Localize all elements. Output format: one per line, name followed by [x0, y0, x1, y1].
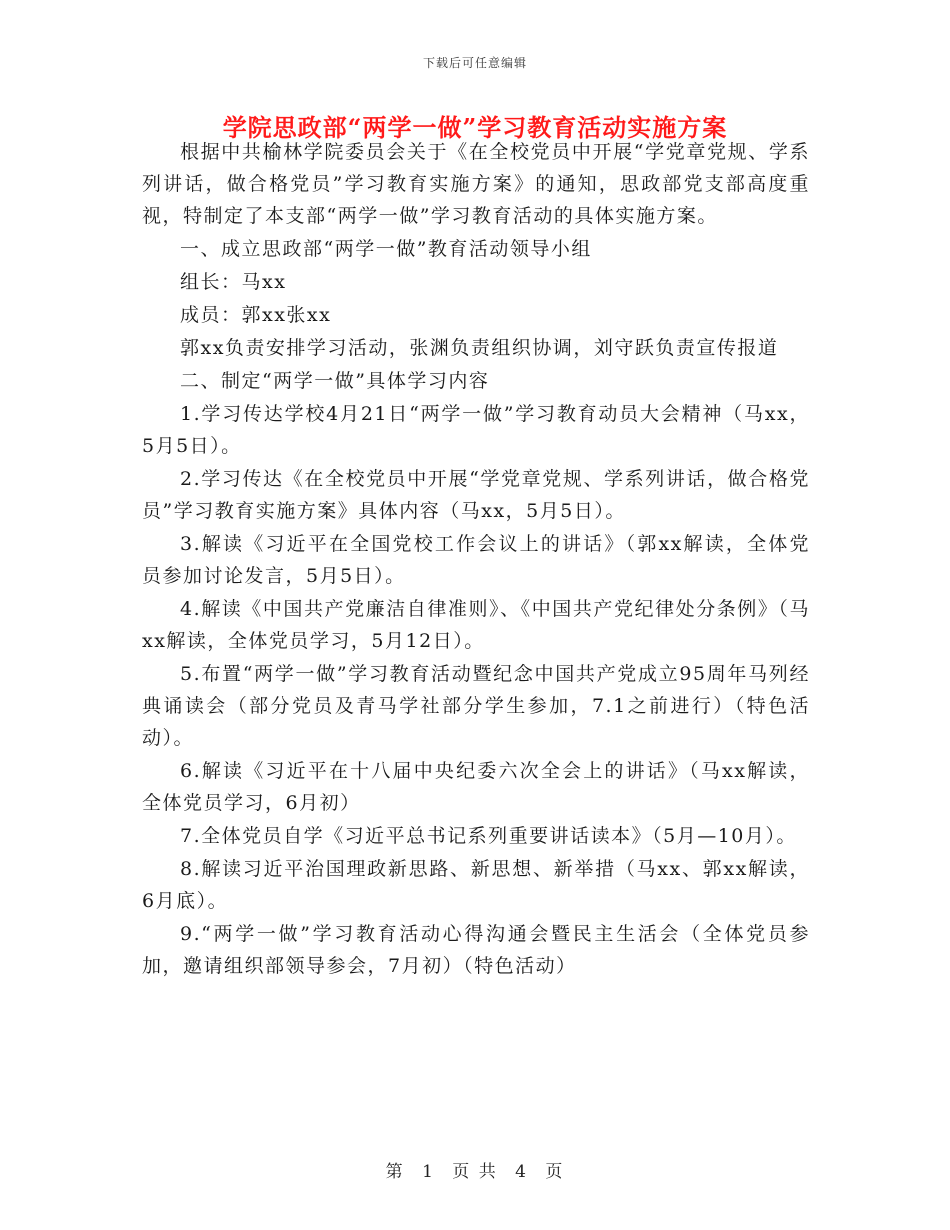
- document-title: 学院思政部“两学一做”学习教育活动实施方案: [222, 113, 728, 142]
- header-note: 下载后可任意编辑: [422, 56, 527, 70]
- document-body: [142, 136, 810, 983]
- list-item-7: 7.全体党员自学《习近平总书记系列重要讲话读本》（5月—10月）。: [180, 825, 797, 847]
- paragraph-members: 成员：郭xx张xx: [180, 304, 332, 326]
- page-footer: [0, 1157, 950, 1182]
- section-heading-2: 二、制定“两学一做”具体学习内容: [180, 370, 490, 392]
- list-item-9: 9.“两学一做”学习教育活动心得沟通会暨民主生活会（全体党员参加，邀请组织部领导参会，7月初）（特色活动）: [142, 923, 810, 977]
- list-item-2: 2.学习传达《在全校党员中开展“学党章党规、学系列讲话，做合格党员”学习教育实施方案》具体内容（马xx，5月5日）。: [142, 468, 810, 522]
- list-item-6: 6.解读《习近平在十八届中央纪委六次全会上的讲话》（马xx解读，全体党员学习，6月初）: [142, 760, 810, 814]
- list-item-4: 4.解读《中国共产党廉洁自律准则》、《中国共产党纪律处分条例》（马xx解读，全体党员学习，5月12日）。: [142, 598, 810, 652]
- section-heading-1: 一、成立思政部“两学一做”教育活动领导小组: [180, 238, 592, 260]
- footer-prefix: 第: [385, 1162, 405, 1182]
- footer-total-pages: 4: [515, 1162, 528, 1182]
- paragraph-duties: 郭xx负责安排学习活动，张渊负责组织协调，刘守跃负责宣传报道: [180, 337, 779, 359]
- list-item-3: 3.解读《习近平在全国党校工作会议上的讲话》（郭xx解读，全体党员参加讨论发言，5月5日）。: [142, 533, 810, 587]
- footer-suffix: 页: [545, 1162, 565, 1182]
- list-item-8: 8.解读习近平治国理政新思路、新思想、新举措（马xx、郭xx解读，6月底）。: [142, 858, 810, 912]
- paragraph-leader: 组长：马xx: [180, 271, 287, 293]
- paragraph-intro: 根据中共榆林学院委员会关于《在全校党员中开展“学党章党规、学系列讲话，做合格党员”学习教育实施方案》的通知，思政部党支部高度重视，特制定了本支部“两学一做”学习教育活动的具体实施方案。: [142, 141, 810, 227]
- footer-page-number: 1: [422, 1162, 435, 1182]
- list-item-5: 5.布置“两学一做”学习教育活动暨纪念中国共产党成立95周年马列经典诵读会（部分党员及青马学社部分学生参加，7.1之前进行）（特色活动）。: [142, 663, 810, 749]
- list-item-1: 1.学习传达学校4月21日“两学一做”学习教育动员大会精神（马xx，5月5日）。: [142, 403, 810, 457]
- footer-mid: 页 共: [452, 1162, 498, 1182]
